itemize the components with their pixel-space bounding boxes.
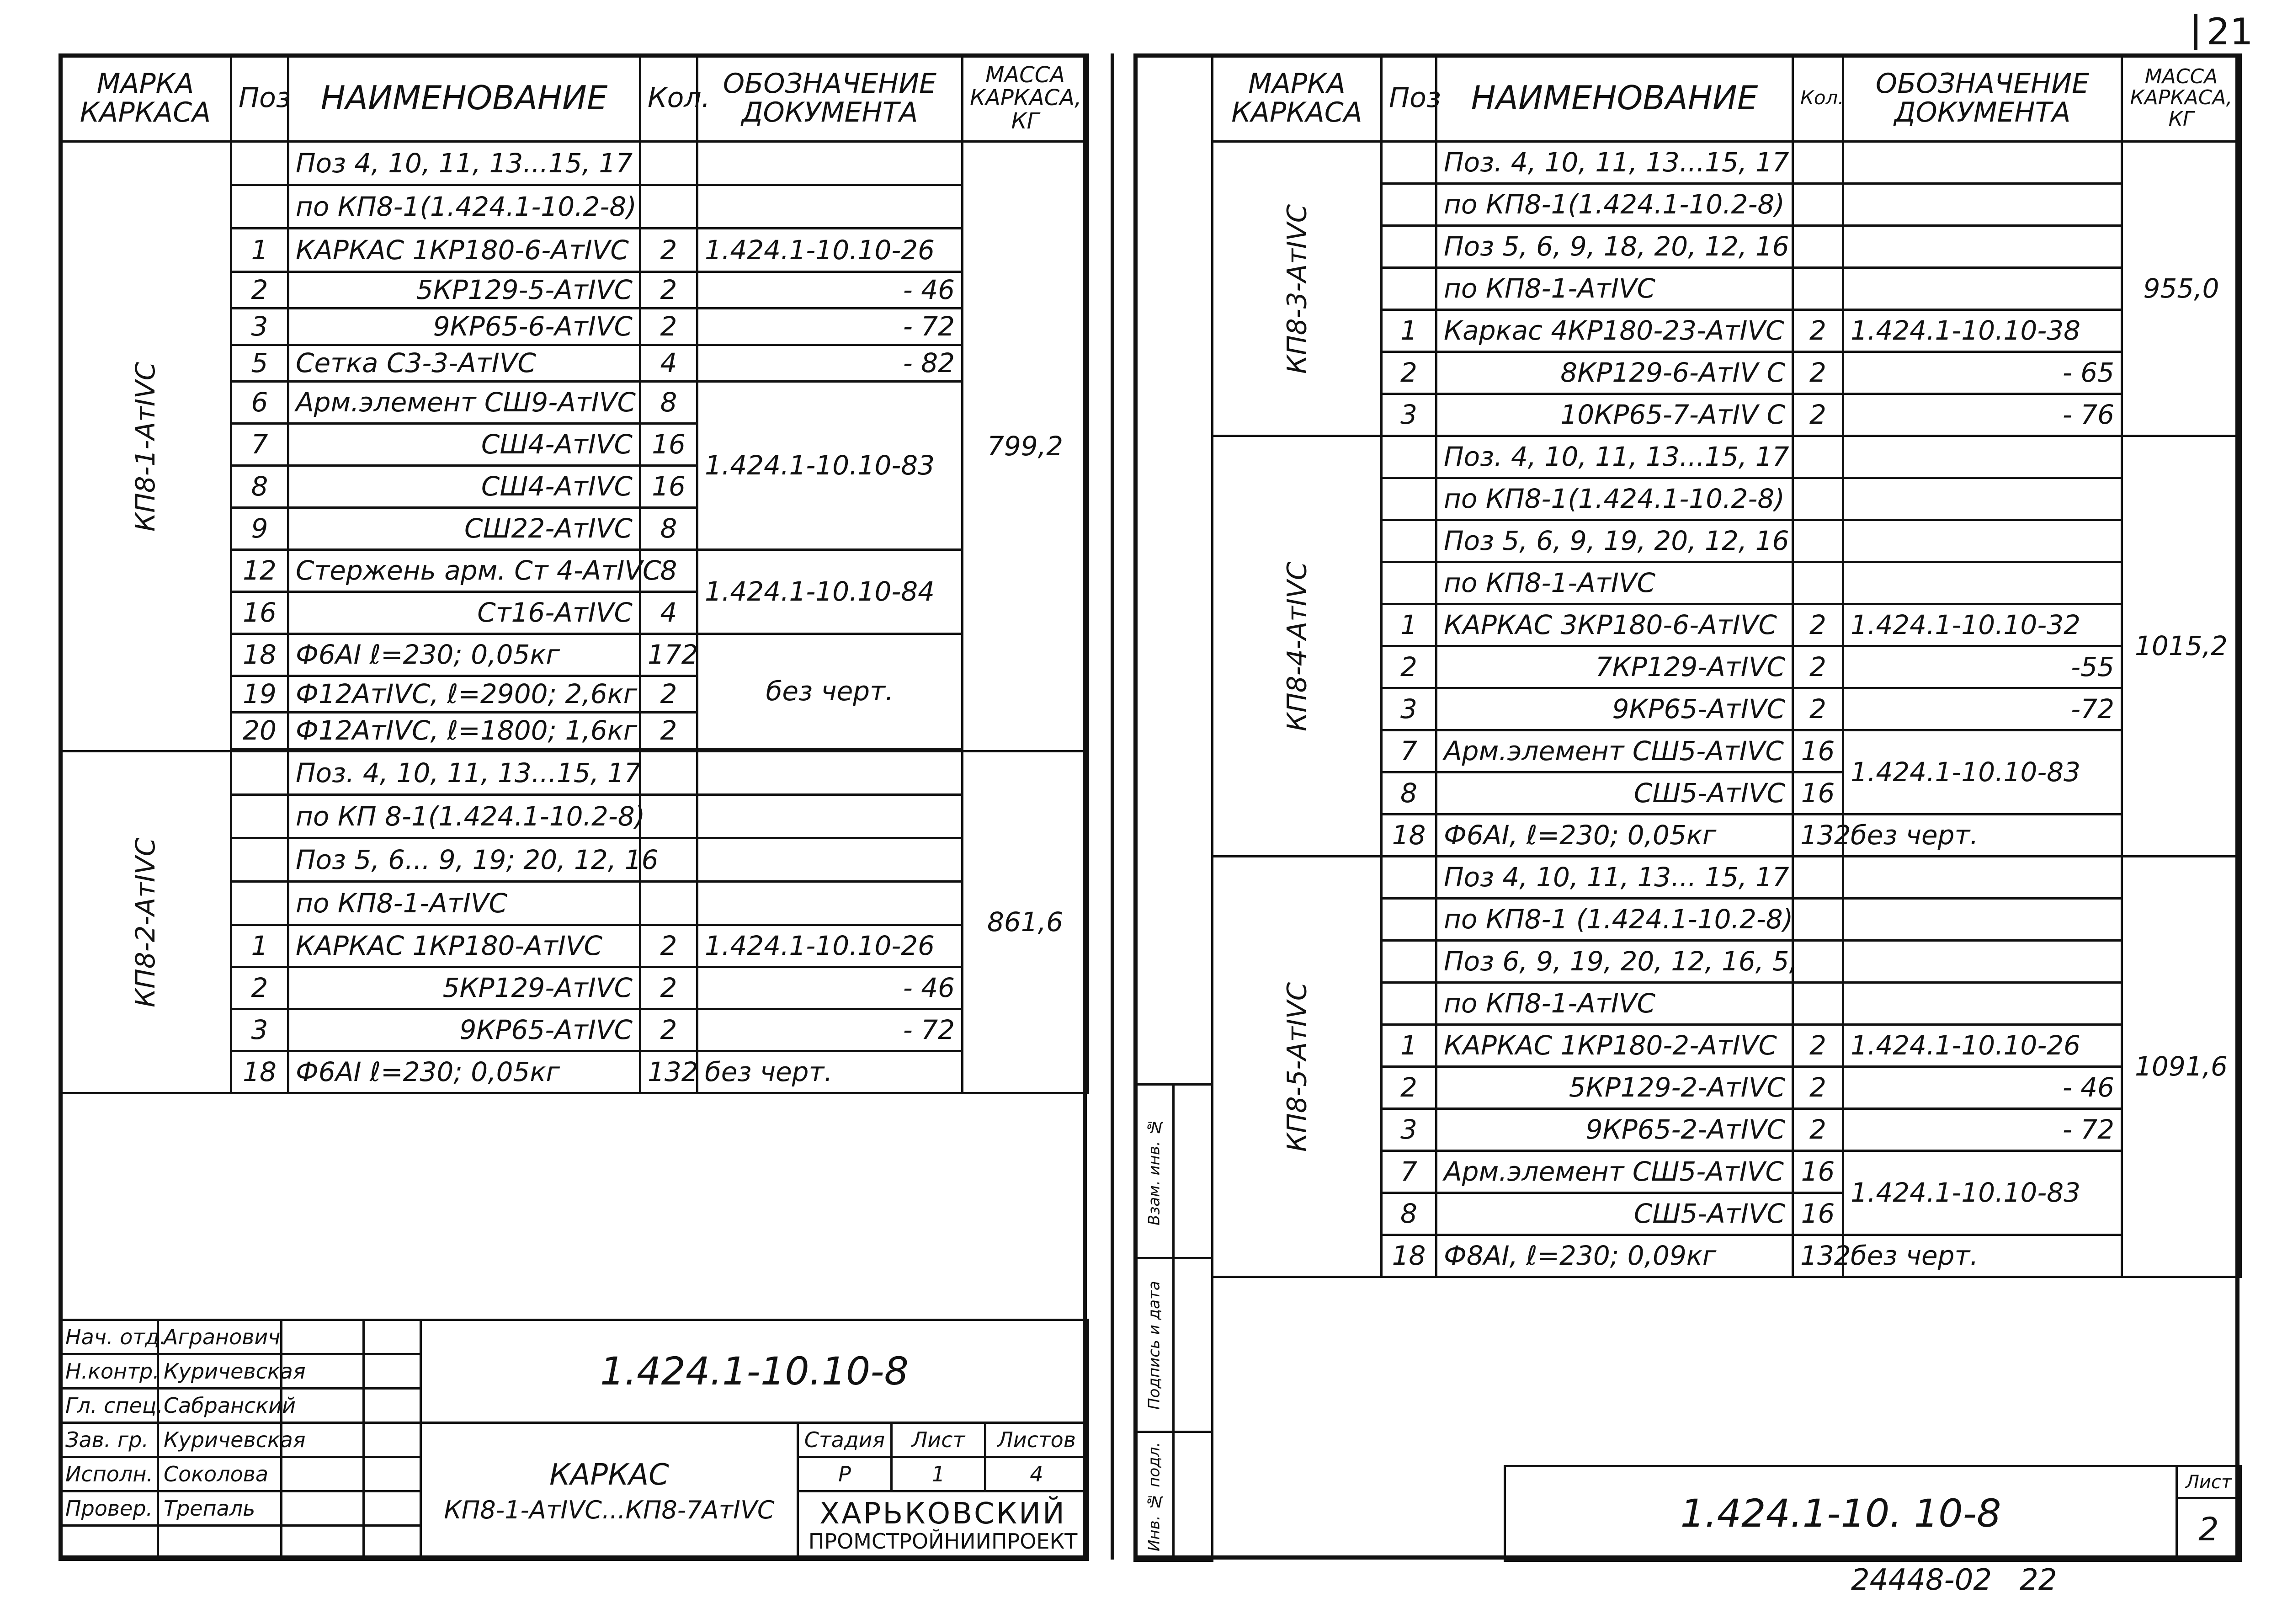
drawing-title <box>421 1423 798 1560</box>
row-name: КАРКАС 1КР180-6-АтIVС <box>288 229 640 272</box>
row-qty: 2 <box>640 676 697 713</box>
row-pos: 1 <box>231 925 288 967</box>
row-doc: 1.424.1-10.10-83 <box>697 382 963 550</box>
organization-line-2: ПРОМСТРОЙНИИПРОЕКТ <box>808 1529 1078 1554</box>
row-name: Стержень арм. Ст 4-АтIVС <box>288 550 640 592</box>
row-doc: - 46 <box>697 967 963 1009</box>
row-pos: 1 <box>231 229 288 272</box>
stage-value: Р <box>798 1457 892 1491</box>
row-qty: 2 <box>1793 646 1843 688</box>
right-spec-table <box>1211 53 2242 1278</box>
organization-line-1: ХАРЬКОВСКИЙ <box>819 1497 1066 1531</box>
tb-signature <box>282 1457 364 1491</box>
doc-number: 1.424.1-10. 10-8 <box>1505 1466 2177 1561</box>
tb-signature <box>282 1491 364 1526</box>
row-pos: 3 <box>231 1009 288 1051</box>
position-reference: Поз 5, 6, 9, 18, 20, 12, 16 <box>1436 226 1793 268</box>
row-doc: 1.424.1-10.10-83 <box>1843 730 2122 815</box>
frame-mass: 799,2 <box>963 142 1088 751</box>
row-name: 10КР65-7-АтIV С <box>1436 394 1793 436</box>
position-reference: по КП8-1-АтIVС <box>1436 268 1793 310</box>
sheet-label: Лист <box>2177 1466 2241 1498</box>
row-doc: без черт. <box>697 634 963 749</box>
row-doc: 1.424.1-10.10-38 <box>1843 310 2122 352</box>
row-qty: 2 <box>1793 310 1843 352</box>
row-doc: -55 <box>1843 646 2122 688</box>
row-qty: 16 <box>1793 1193 1843 1235</box>
header-pos: Поз <box>231 55 288 142</box>
position-reference: Поз. 4, 10, 11, 13...15, 17 <box>1436 436 1793 478</box>
header-qty: Кол. <box>1793 55 1843 142</box>
frame-mark: КП8-3-АтIVС <box>1213 142 1382 436</box>
row-name: Ф12АтIVС, ℓ=2900; 2,6кг <box>288 676 640 713</box>
header-mass: МАССА КАРКАСА, КГ <box>963 55 1088 142</box>
row-name: СШ5-АтIVС <box>1436 772 1793 815</box>
frame-mass: 955,0 <box>2122 142 2241 436</box>
row-name: Арм.элемент СШ5-АтIVС <box>1436 730 1793 772</box>
row-pos: 8 <box>231 466 288 508</box>
row-name: 8КР129-6-АтIV С <box>1436 352 1793 394</box>
position-reference: по КП8-1(1.424.1-10.2-8) <box>1436 184 1793 226</box>
row-qty: 2 <box>1793 1067 1843 1109</box>
title-block <box>59 1319 1089 1561</box>
row-pos: 3 <box>1382 688 1436 730</box>
row-qty: 16 <box>640 424 697 466</box>
frame-mass: 1015,2 <box>2122 436 2241 857</box>
row-name: КАРКАС 1КР180-АтIVС <box>288 925 640 967</box>
row-qty: 2 <box>1793 604 1843 646</box>
row-name: Каркас 4КР180-23-АтIVС <box>1436 310 1793 352</box>
header-name: НАИМЕНОВАНИЕ <box>1436 55 1793 142</box>
frame-mark: КП8-4-АтIVС <box>1213 436 1382 857</box>
row-doc: - 72 <box>697 1009 963 1051</box>
row-qty: 2 <box>1793 1025 1843 1067</box>
row-pos: 18 <box>231 634 288 676</box>
frame-mark: КП8-5-АтIVС <box>1213 857 1382 1277</box>
row-qty: 132 <box>640 1051 697 1093</box>
tb-role: Н.контр. <box>60 1354 158 1389</box>
doc-number: 1.424.1-10.10-8 <box>421 1320 1088 1423</box>
side-stamp <box>1133 1083 1213 1562</box>
frame-mark: КП8-2-АтIVС <box>60 751 231 1093</box>
row-pos: 3 <box>1382 394 1436 436</box>
position-reference: Поз 6, 9, 19, 20, 12, 16, 5, <box>1436 941 1793 983</box>
row-doc: 1.424.1-10.10-84 <box>697 550 963 634</box>
row-name: Ф6АI, ℓ=230; 0,05кг <box>1436 815 1793 857</box>
row-pos: 1 <box>1382 310 1436 352</box>
drawing-title-sub: КП8-1-АтIVС...КП8-7АтIVС <box>444 1496 775 1524</box>
row-pos: 19 <box>231 676 288 713</box>
row-name: 5КР129-5-АтIVС <box>288 272 640 309</box>
row-name: СШ22-АтIVС <box>288 508 640 550</box>
row-pos: 2 <box>1382 646 1436 688</box>
row-name: Арм.элемент СШ5-АтIVС <box>1436 1151 1793 1193</box>
row-name: СШ4-АтIVС <box>288 424 640 466</box>
header-mass: МАССА КАРКАСА, КГ <box>2122 55 2241 142</box>
header-doc: ОБОЗНАЧЕНИЕ ДОКУМЕНТА <box>697 55 963 142</box>
tb-role: Исполн. <box>60 1457 158 1491</box>
tb-person: Куричевская <box>158 1423 282 1457</box>
row-pos: 9 <box>231 508 288 550</box>
row-doc: - 82 <box>697 345 963 382</box>
row-qty: 2 <box>1793 1109 1843 1151</box>
row-qty: 172 <box>640 634 697 676</box>
row-pos: 2 <box>231 272 288 309</box>
tb-person: Соколова <box>158 1457 282 1491</box>
row-pos: 16 <box>231 592 288 634</box>
row-name: 5КР129-АтIVС <box>288 967 640 1009</box>
row-pos: 7 <box>1382 730 1436 772</box>
row-qty: 2 <box>640 713 697 749</box>
header-pos: Поз <box>1382 55 1436 142</box>
position-reference: по КП8-1(1.424.1-10.2-8) <box>288 185 640 229</box>
header-mark: МАРКА КАРКАСА <box>60 55 231 142</box>
row-name: 9КР65-АтIVС <box>288 1009 640 1051</box>
row-pos: 18 <box>1382 815 1436 857</box>
row-qty: 132 <box>1793 815 1843 857</box>
row-pos: 7 <box>1382 1151 1436 1193</box>
tb-person: Куричевская <box>158 1354 282 1389</box>
row-doc: - 65 <box>1843 352 2122 394</box>
row-doc: 1.424.1-10.10-26 <box>1843 1025 2122 1067</box>
row-qty: 2 <box>1793 352 1843 394</box>
row-doc: без черт. <box>1843 1235 2122 1277</box>
row-name: Ст16-АтIVС <box>288 592 640 634</box>
row-qty: 8 <box>640 508 697 550</box>
right-footer-stamp <box>1504 1465 2242 1562</box>
organization <box>798 1491 1088 1560</box>
row-pos: 18 <box>1382 1235 1436 1277</box>
row-pos: 2 <box>231 967 288 1009</box>
row-doc: - 46 <box>1843 1067 2122 1109</box>
left-spec-table <box>59 53 1089 1094</box>
row-name: Сетка С3-3-АтIVС <box>288 345 640 382</box>
row-qty: 8 <box>640 550 697 592</box>
frame-mark: КП8-1-АтIVС <box>60 142 231 751</box>
position-reference: Поз 5, 6... 9, 19; 20, 12, 16 <box>288 838 640 882</box>
table-row <box>231 142 288 185</box>
frame-mass: 861,6 <box>963 751 1088 1093</box>
position-reference: по КП 8-1(1.424.1-10.2-8) <box>288 795 640 838</box>
row-pos: 8 <box>1382 1193 1436 1235</box>
row-qty: 132 <box>1793 1235 1843 1277</box>
row-name: Ф12АтIVС, ℓ=1800; 1,6кг <box>288 713 640 749</box>
header-qty: Кол. <box>640 55 697 142</box>
position-reference: Поз 5, 6, 9, 19, 20, 12, 16 <box>1436 520 1793 562</box>
tb-person: Трепаль <box>158 1491 282 1526</box>
row-pos: 12 <box>231 550 288 592</box>
page-number: 21 <box>2194 14 2253 50</box>
row-doc: 1.424.1-10.10-83 <box>1843 1151 2122 1235</box>
row-name: Арм.элемент СШ9-АтIVС <box>288 382 640 424</box>
signature-date-label: Подпись и дата <box>1135 1258 1174 1432</box>
sheet-value: 2 <box>2177 1498 2241 1561</box>
row-doc: - 46 <box>697 272 963 309</box>
row-name: Ф6АI ℓ=230; 0,05кг <box>288 1051 640 1093</box>
drawing-title-main: КАРКАС <box>549 1458 669 1492</box>
row-qty: 2 <box>640 272 697 309</box>
row-name: КАРКАС 1КР180-2-АтIVС <box>1436 1025 1793 1067</box>
row-name: 9КР65-6-АтIVС <box>288 309 640 345</box>
row-pos: 6 <box>231 382 288 424</box>
row-pos: 2 <box>1382 352 1436 394</box>
sheets-label: Листов <box>985 1423 1088 1457</box>
row-doc: без черт. <box>1843 815 2122 857</box>
sheet-divider <box>1111 53 1114 1560</box>
position-reference: по КП8-1-АтIVС <box>1436 562 1793 604</box>
row-qty: 4 <box>640 345 697 382</box>
row-qty: 2 <box>640 925 697 967</box>
row-name: Ф8АI, ℓ=230; 0,09кг <box>1436 1235 1793 1277</box>
row-name: 7КР129-АтIVС <box>1436 646 1793 688</box>
row-pos: 20 <box>231 713 288 749</box>
header-doc: ОБОЗНАЧЕНИЕ ДОКУМЕНТА <box>1843 55 2122 142</box>
tb-role: Провер. <box>60 1491 158 1526</box>
row-doc: - 72 <box>697 309 963 345</box>
row-name: 5КР129-2-АтIVС <box>1436 1067 1793 1109</box>
row-pos: 3 <box>1382 1109 1436 1151</box>
row-qty: 4 <box>640 592 697 634</box>
tb-signature <box>282 1320 364 1354</box>
row-qty: 2 <box>640 309 697 345</box>
row-name: СШ5-АтIVС <box>1436 1193 1793 1235</box>
sheet-label: Лист <box>892 1423 985 1457</box>
replacement-inventory-label: Взам. инв. № <box>1135 1085 1174 1258</box>
row-qty: 2 <box>640 967 697 1009</box>
position-reference: по КП8-1-АтIVС <box>288 882 640 925</box>
row-name: КАРКАС 3КР180-6-АтIVС <box>1436 604 1793 646</box>
header-name: НАИМЕНОВАНИЕ <box>288 55 640 142</box>
tb-role: Зав. гр. <box>60 1423 158 1457</box>
row-doc: 1.424.1-10.10-26 <box>697 229 963 272</box>
row-pos: 1 <box>1382 1025 1436 1067</box>
row-doc: - 76 <box>1843 394 2122 436</box>
row-qty: 16 <box>640 466 697 508</box>
tb-role: Гл. спец. <box>60 1389 158 1423</box>
row-doc: 1.424.1-10.10-32 <box>1843 604 2122 646</box>
position-reference: Поз 4, 10, 11, 13...15, 17 <box>288 142 640 185</box>
row-pos: 18 <box>231 1051 288 1093</box>
row-qty: 16 <box>1793 1151 1843 1193</box>
position-reference: Поз. 4, 10, 11, 13...15, 17 <box>1436 142 1793 184</box>
row-qty: 16 <box>1793 772 1843 815</box>
row-qty: 2 <box>1793 394 1843 436</box>
row-name: 9КР65-2-АтIVС <box>1436 1109 1793 1151</box>
tb-person: Агранович <box>158 1320 282 1354</box>
row-qty: 2 <box>640 1009 697 1051</box>
row-doc: без черт. <box>697 1051 963 1093</box>
sheets-value: 4 <box>985 1457 1088 1491</box>
row-qty: 2 <box>1793 688 1843 730</box>
tb-role: Нач. отд. <box>60 1320 158 1354</box>
tb-person: Сабранский <box>158 1389 282 1423</box>
row-pos: 7 <box>231 424 288 466</box>
position-reference: по КП8-1-АтIVС <box>1436 983 1793 1025</box>
row-qty: 16 <box>1793 730 1843 772</box>
row-qty: 8 <box>640 382 697 424</box>
position-reference: Поз. 4, 10, 11, 13...15, 17 <box>288 751 640 795</box>
row-name: 9КР65-АтIVС <box>1436 688 1793 730</box>
original-inventory-label: Инв. № подл. <box>1135 1432 1174 1561</box>
header-mark: МАРКА КАРКАСА <box>1213 55 1382 142</box>
row-name: СШ4-АтIVС <box>288 466 640 508</box>
row-name: Ф6АI ℓ=230; 0,05кг <box>288 634 640 676</box>
row-pos: 3 <box>231 309 288 345</box>
row-doc: -72 <box>1843 688 2122 730</box>
row-pos: 2 <box>1382 1067 1436 1109</box>
position-reference: по КП8-1 (1.424.1-10.2-8) <box>1436 899 1793 941</box>
position-reference: Поз 4, 10, 11, 13... 15, 17 <box>1436 857 1793 899</box>
footer-code: 24448-02 22 <box>1851 1563 2057 1597</box>
row-pos: 5 <box>231 345 288 382</box>
frame-mass: 1091,6 <box>2122 857 2241 1277</box>
stage-label: Стадия <box>798 1423 892 1457</box>
position-reference: по КП8-1(1.424.1-10.2-8) <box>1436 478 1793 520</box>
row-pos: 1 <box>1382 604 1436 646</box>
sheet-value: 1 <box>892 1457 985 1491</box>
row-qty: 2 <box>640 229 697 272</box>
row-pos: 8 <box>1382 772 1436 815</box>
row-doc: - 72 <box>1843 1109 2122 1151</box>
row-doc: 1.424.1-10.10-26 <box>697 925 963 967</box>
